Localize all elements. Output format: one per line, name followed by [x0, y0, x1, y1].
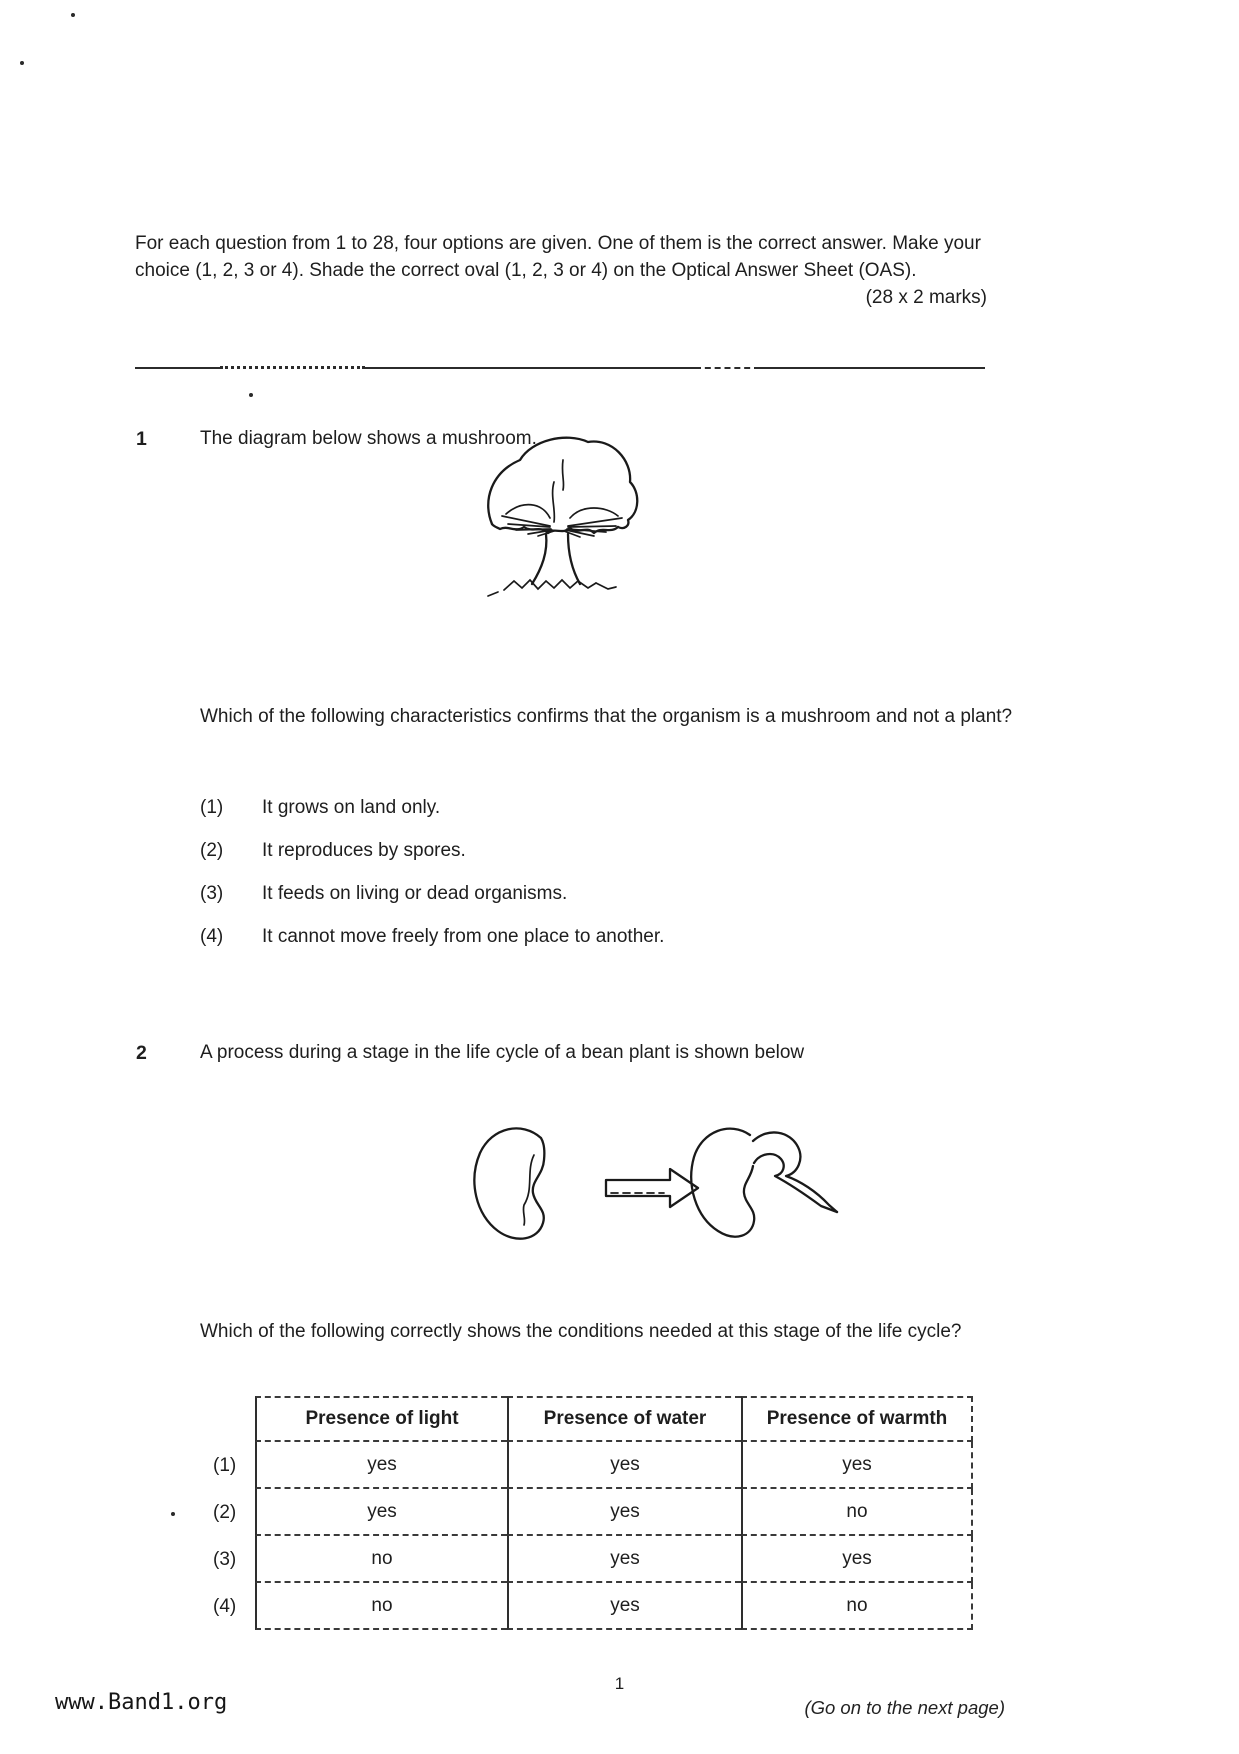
option-text: It reproduces by spores. — [262, 840, 466, 861]
table-row-label — [213, 1396, 255, 1442]
table-row — [213, 1442, 973, 1489]
scan-artifact-dot — [71, 13, 75, 17]
question-1-prompt: Which of the following characteristics confirms that the organism is a mushroom and not a plant? — [200, 706, 1013, 727]
page-number: 1 — [614, 1674, 625, 1693]
conditions-table — [213, 1396, 973, 1630]
table-cell: no — [255, 1536, 507, 1583]
question-2-prompt: Which of the following correctly shows the conditions needed at this stage of the life cycle? — [200, 1321, 962, 1342]
instructions-line: choice (1, 2, 3 or 4). Shade the correct oval (1, 2, 3 or 4) on the Optical Answer Sheet (OAS). — [135, 259, 917, 281]
option-2 — [200, 840, 664, 862]
table-row — [213, 1536, 973, 1583]
question-1-intro: The diagram below shows a mushroom. — [200, 428, 537, 449]
scan-artifact-dot — [20, 61, 24, 65]
arrow-right-icon — [606, 1169, 698, 1207]
mushroom-sketch-icon — [470, 426, 650, 598]
continue-note: (Go on to the next page) — [804, 1697, 1005, 1718]
instructions-line: For each question from 1 to 28, four options are given. One of them is the correct answer. Make your — [135, 233, 981, 254]
option-1 — [200, 797, 664, 819]
table-row-label: (3) — [213, 1548, 237, 1570]
table-row-label: (1) — [213, 1454, 237, 1476]
column-header-warmth: Presence of warmth — [741, 1396, 973, 1442]
table-row — [213, 1489, 973, 1536]
table-cell: yes — [255, 1489, 507, 1536]
table-cell: no — [741, 1489, 973, 1536]
bean-seed-germination-icon — [448, 1113, 843, 1268]
table-row — [213, 1583, 973, 1630]
table-cell: yes — [507, 1583, 741, 1630]
option-4 — [200, 926, 664, 948]
option-text: It cannot move freely from one place to another. — [262, 926, 665, 947]
table-header-row — [213, 1396, 973, 1442]
option-text: It grows on land only. — [262, 797, 441, 818]
option-label: (1) — [200, 797, 224, 818]
table-row-label: (2) — [213, 1501, 237, 1523]
table-cell: yes — [741, 1442, 973, 1489]
table-cell: yes — [741, 1536, 973, 1583]
question-2-intro: A process during a stage in the life cycle of a bean plant is shown below — [200, 1042, 805, 1063]
column-header-water: Presence of water — [507, 1396, 741, 1442]
question-1-options — [200, 797, 664, 969]
section-divider — [135, 366, 985, 369]
bean-germination-figure — [448, 1113, 843, 1268]
website-watermark: www.Band1.org — [55, 1690, 228, 1715]
exam-instructions — [135, 231, 987, 312]
table-cell: no — [255, 1583, 507, 1630]
question-2-number: 2 — [136, 1042, 147, 1064]
table-cell: yes — [507, 1489, 741, 1536]
table-cell: yes — [507, 1442, 741, 1489]
table-row-label: (4) — [213, 1595, 237, 1617]
option-label: (3) — [200, 883, 224, 904]
scan-artifact-dot — [171, 1512, 175, 1516]
marks-note: (28 x 2 marks) — [865, 286, 987, 308]
mushroom-figure — [470, 426, 650, 598]
question-1-number: 1 — [136, 428, 147, 450]
table-cell: yes — [507, 1536, 741, 1583]
table-cell: yes — [255, 1442, 507, 1489]
option-3 — [200, 883, 664, 905]
table-cell: no — [741, 1583, 973, 1630]
column-header-light: Presence of light — [255, 1396, 507, 1442]
option-text: It feeds on living or dead organisms. — [262, 883, 568, 904]
option-label: (2) — [200, 840, 224, 861]
option-label: (4) — [200, 926, 224, 947]
scan-artifact-dot — [249, 393, 253, 397]
